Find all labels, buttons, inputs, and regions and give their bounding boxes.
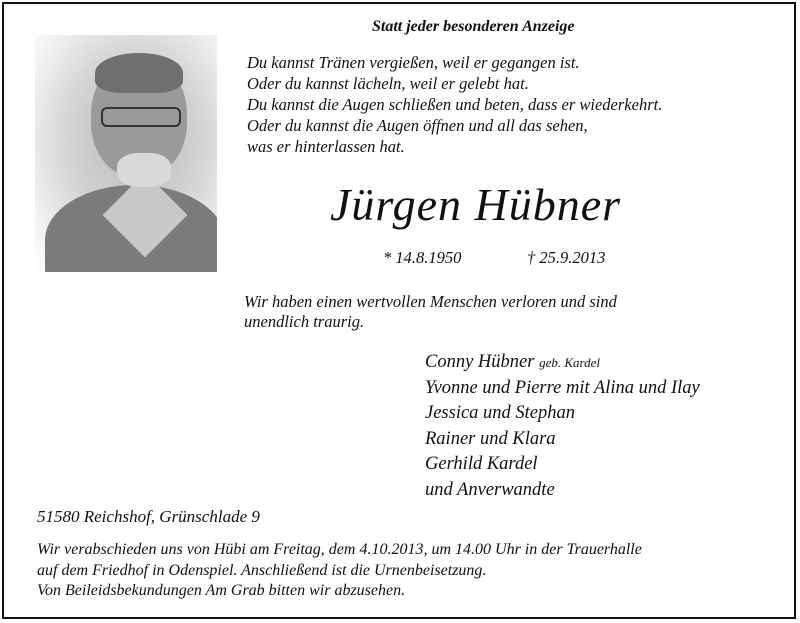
photo-beard-shape xyxy=(117,153,171,187)
death-date: † 25.9.2013 xyxy=(527,248,606,267)
portrait-photo xyxy=(35,35,217,272)
birth-date: * 14.8.1950 xyxy=(383,248,462,267)
mourner-line: Gerhild Kardel xyxy=(425,454,538,474)
poem-line: Oder du kannst lächeln, weil er gelebt hat. xyxy=(247,74,529,93)
lost-line: Wir haben einen wertvollen Menschen verloren und sind xyxy=(244,292,617,311)
poem-line: was er hinterlassen hat. xyxy=(247,137,405,156)
mourner-line xyxy=(425,350,700,376)
photo-glasses-shape xyxy=(101,107,181,127)
lost-message xyxy=(244,292,617,332)
notice-heading: Statt jeder besonderen Anzeige xyxy=(372,18,575,35)
mourner-line: Yvonne und Pierre mit Alina und Ilay xyxy=(425,377,700,398)
address: 51580 Reichshof, Grünschlade 9 xyxy=(37,507,260,526)
mourner-line: und Anverwandte xyxy=(425,479,555,500)
service-line: Wir verabschieden uns von Hübi am Freitag, dem 4.10.2013, um 14.00 Uhr in der Trauerhalle xyxy=(37,541,642,558)
mourners-list xyxy=(425,350,700,503)
mourner-name: Conny Hübner xyxy=(425,352,535,372)
mourner-line: Jessica und Stephan xyxy=(425,403,576,423)
poem xyxy=(247,52,662,157)
poem-line: Oder du kannst die Augen öffnen und all das sehen, xyxy=(247,116,588,135)
poem-line: Du kannst Tränen vergießen, weil er gegangen ist. xyxy=(247,53,580,72)
service-line: auf dem Friedhof in Odenspiel. Anschließend ist die Urnenbeisetzung. xyxy=(37,561,487,579)
photo-hair-shape xyxy=(95,53,183,93)
deceased-name: Jürgen Hübner xyxy=(330,179,622,230)
mourner-line: Rainer und Klara xyxy=(425,428,556,449)
service-line: Von Beileidsbekundungen Am Grab bitten wir abzusehen. xyxy=(37,582,406,599)
lost-line: unendlich traurig. xyxy=(244,312,365,331)
mourner-maiden-note: geb. Kardel xyxy=(539,355,600,370)
poem-line: Du kannst die Augen schließen und beten, dass er wiederkehrt. xyxy=(247,95,663,114)
service-info xyxy=(37,540,642,602)
